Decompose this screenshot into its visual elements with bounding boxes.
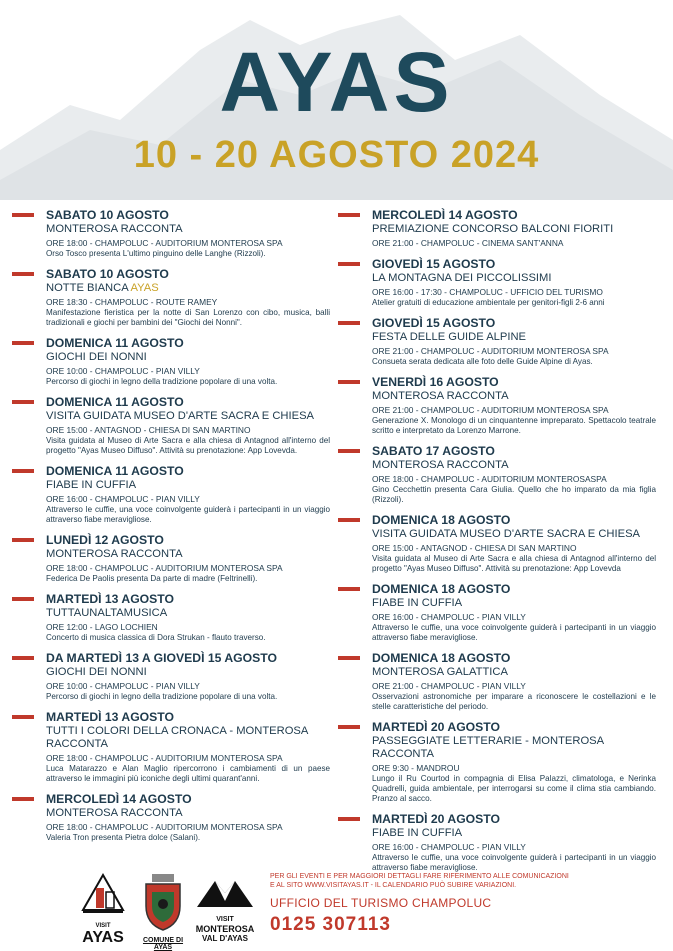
event-title: [46, 351, 330, 364]
event-description: Attraverso le cuffie, una voce coinvolgente guiderà i partecipanti in un viaggio attraverso fiabe meravigliose.: [372, 623, 656, 642]
event-date: SABATO 17 AGOSTO: [372, 444, 495, 458]
ayas-label: AYAS: [82, 929, 124, 946]
event-item: [338, 316, 656, 367]
event-marker: [12, 272, 34, 276]
event-item: [338, 208, 656, 249]
event-item: [12, 208, 330, 259]
footer-note-2: E AL SITO WWW.VISITAYAS.IT - IL CALENDARIO PUÒ SUBIRE VARIAZIONI.: [270, 882, 517, 889]
tourist-office-name: UFFICIO DEL TURISMO CHAMPOLUC: [270, 896, 492, 910]
date-range-subtitle: 10 - 20 AGOSTO 2024: [133, 134, 540, 176]
val-dayas-label: VAL D'AYAS: [202, 934, 248, 943]
event-location: ORE 16:00 - CHAMPOLUC - PIAN VILLY: [372, 612, 526, 622]
event-title: [46, 725, 330, 751]
event-item: [12, 651, 330, 702]
event-title-text: MONTEROSA RACCONTA: [372, 390, 509, 402]
event-description: Attraverso le cuffie, una voce coinvolgente guiderà i partecipanti in un viaggio attraverso fiabe meravigliose.: [46, 505, 330, 524]
event-date: GIOVEDÌ 15 AGOSTO: [372, 257, 496, 271]
event-title-text: TUTTAUNALTAMUSICA: [46, 607, 168, 619]
event-item: [338, 812, 656, 873]
event-title: [372, 827, 656, 840]
event-location: ORE 18:30 - CHAMPOLUC - ROUTE RAMEY: [46, 297, 218, 307]
event-title-highlight: AYAS: [130, 282, 159, 294]
monterosa-label: MONTEROSA: [195, 924, 255, 934]
event-title-text: VISITA GUIDATA MUSEO D'ARTE SACRA E CHIESA: [372, 528, 640, 540]
event-location: ORE 21:00 - CHAMPOLUC - AUDITORIUM MONTEROSA SPA: [372, 405, 609, 415]
event-item: [338, 720, 656, 804]
event-title-text: PREMIAZIONE CONCORSO BALCONI FIORITI: [372, 223, 614, 235]
event-item: [12, 336, 330, 387]
event-title-text: FESTA DELLE GUIDE ALPINE: [372, 331, 526, 343]
event-marker: [12, 213, 34, 217]
event-title-text: MONTEROSA RACCONTA: [46, 807, 183, 819]
event-item: [338, 257, 656, 308]
event-date: DOMENICA 18 AGOSTO: [372, 513, 511, 527]
event-title: [46, 479, 330, 492]
event-date: VENERDÌ 16 AGOSTO: [372, 375, 499, 389]
events-right-column: [338, 208, 656, 881]
event-marker: [12, 341, 34, 345]
event-description: Concerto di musica classica di Dora Strukan - flauto traverso.: [46, 633, 266, 642]
event-item: [12, 710, 330, 784]
event-marker: [12, 656, 34, 660]
event-title: [46, 807, 330, 820]
event-date: DOMENICA 11 AGOSTO: [46, 336, 184, 350]
event-title: [372, 223, 656, 236]
event-date: MARTEDÌ 13 AGOSTO: [46, 710, 174, 724]
event-title-text: FIABE IN CUFFIA: [372, 597, 463, 609]
event-description: Manifestazione fieristica per la notte di San Lorenzo con cibo, musica, balli tradizionali e giochi per bambini dei "Giochi dei Nonni".: [46, 308, 330, 327]
event-title: [372, 528, 656, 541]
event-date: SABATO 10 AGOSTO: [46, 267, 169, 281]
event-description: Visita guidata al Museo di Arte Sacra e alla chiesa di Antagnod all'interno del progetto "Ayas Museo Diffuso". Attività su prenotazione: App Lovevda.: [46, 436, 330, 455]
visit-label: VISIT: [95, 923, 111, 929]
event-date: MARTEDÌ 20 AGOSTO: [372, 720, 500, 734]
event-date: DOMENICA 11 AGOSTO: [46, 395, 184, 409]
event-description: Atelier gratuiti di educazione ambientale per genitori-figli 2-6 anni: [372, 298, 605, 307]
event-title: [372, 597, 656, 610]
event-marker: [12, 469, 34, 473]
event-title-text: PASSEGGIATE LETTERARIE - MONTEROSA RACCONTA: [372, 735, 604, 760]
event-description: Orso Tosco presenta L'ultimo pinguino delle Langhe (Rizzoli).: [46, 249, 266, 258]
event-description: Osservazioni astronomiche per imparare a riconoscere le costellazioni e le stelle caratteristiche del periodo.: [372, 692, 656, 711]
tourist-office-phone[interactable]: 0125 307113: [270, 914, 391, 935]
event-item: [12, 792, 330, 843]
event-description: Visita guidata al Museo di Arte Sacra e alla chiesa di Antagnod all'interno del progetto "Ayas Museo Diffuso". Attività su prenotazione: App Lovevda: [372, 554, 656, 573]
event-location: ORE 15:00 - ANTAGNOD - CHIESA DI SAN MARTINO: [46, 425, 251, 435]
visit-ayas-logo: [78, 870, 128, 946]
event-marker: [338, 587, 360, 591]
event-title: [372, 459, 656, 472]
event-marker: [12, 538, 34, 542]
event-title: [46, 548, 330, 561]
event-description: Gino Cecchettin presenta Cara Giulia. Quello che ho imparato da mia figlia (Rizzoli).: [372, 485, 656, 504]
event-item: [338, 444, 656, 505]
event-location: ORE 16:00 - 17:30 - CHAMPOLUC - UFFICIO DEL TURISMO: [372, 287, 603, 297]
event-title-text: MONTEROSA RACCONTA: [46, 223, 183, 235]
event-date: MERCOLEDÌ 14 AGOSTO: [372, 208, 518, 222]
event-marker: [338, 380, 360, 384]
event-marker: [338, 518, 360, 522]
event-item: [12, 267, 330, 328]
event-title-text: NOTTE BIANCA: [46, 282, 131, 294]
event-description: Attraverso le cuffie, una voce coinvolgente guiderà i partecipanti in un viaggio attraverso fiabe meravigliose.: [372, 853, 656, 872]
event-date: GIOVEDÌ 15 AGOSTO: [372, 316, 496, 330]
event-date: SABATO 10 AGOSTO: [46, 208, 169, 222]
event-marker: [12, 400, 34, 404]
event-item: [338, 582, 656, 643]
event-location: ORE 18:00 - CHAMPOLUC - AUDITORIUM MONTEROSA SPA: [46, 563, 283, 573]
monterosa-mountain-icon: [193, 875, 257, 911]
event-title-text: GIOCHI DEI NONNI: [46, 351, 147, 363]
event-marker: [338, 262, 360, 266]
event-description: Lungo il Ru Courtod in compagnia di Elisa Palazzi, climatologa, e Nerinka Quadrelli, guida ambientale, per interrogarsi su come il clima stia cambiando. Pranzo al sacco.: [372, 774, 656, 803]
event-title: [372, 272, 656, 285]
event-title-text: MONTEROSA RACCONTA: [372, 459, 509, 471]
event-title: [46, 223, 330, 236]
event-item: [338, 651, 656, 712]
event-item: [12, 533, 330, 584]
event-item: [12, 464, 330, 525]
event-description: Percorso di giochi in legno della tradizione popolare di una volta.: [46, 377, 278, 386]
event-marker: [338, 213, 360, 217]
event-date: MERCOLEDÌ 14 AGOSTO: [46, 792, 192, 806]
event-description: Valeria Tron presenta Pietra dolce (Salani).: [46, 833, 201, 842]
ayas-tower-icon: [78, 870, 128, 918]
event-location: ORE 18:00 - CHAMPOLUC - AUDITORIUM MONTEROSASPA: [372, 474, 607, 484]
event-item: [12, 395, 330, 456]
event-location: ORE 16:00 - CHAMPOLUC - PIAN VILLY: [46, 494, 200, 504]
event-marker: [12, 597, 34, 601]
event-location: ORE 18:00 - CHAMPOLUC - AUDITORIUM MONTEROSA SPA: [46, 238, 283, 248]
event-location: ORE 21:00 - CHAMPOLUC - CINEMA SANT'ANNA: [372, 238, 564, 248]
event-location: ORE 21:00 - CHAMPOLUC - AUDITORIUM MONTEROSA SPA: [372, 346, 609, 356]
event-item: [338, 513, 656, 574]
event-marker: [338, 817, 360, 821]
event-location: ORE 10:00 - CHAMPOLUC - PIAN VILLY: [46, 681, 200, 691]
event-location: ORE 10:00 - CHAMPOLUC - PIAN VILLY: [46, 366, 200, 376]
event-date: LUNEDÌ 12 AGOSTO: [46, 533, 164, 547]
event-title: [46, 282, 330, 295]
event-title-text: GIOCHI DEI NONNI: [46, 666, 147, 678]
event-title-text: MONTEROSA GALATTICA: [372, 666, 508, 678]
event-date: DOMENICA 11 AGOSTO: [46, 464, 184, 478]
event-description: Consueta serata dedicata alle foto delle Guide Alpine di Ayas.: [372, 357, 593, 366]
event-date: MARTEDÌ 13 AGOSTO: [46, 592, 174, 606]
event-description: Percorso di giochi in legno della tradizione popolare di una volta.: [46, 692, 278, 701]
event-title-text: MONTEROSA RACCONTA: [46, 548, 183, 560]
footer-info: [270, 872, 630, 936]
event-marker: [338, 725, 360, 729]
event-title: [46, 410, 330, 423]
event-marker: [338, 449, 360, 453]
event-date: DA MARTEDÌ 13 A GIOVEDÌ 15 AGOSTO: [46, 651, 277, 665]
event-marker: [338, 321, 360, 325]
event-location: ORE 16:00 - CHAMPOLUC - PIAN VILLY: [372, 842, 526, 852]
events-left-column: [12, 208, 330, 851]
event-title-text: LA MONTAGNA DEI PICCOLISSIMI: [372, 272, 552, 284]
event-marker: [12, 715, 34, 719]
event-location: ORE 15:00 - ANTAGNOD - CHIESA DI SAN MARTINO: [372, 543, 577, 553]
page-title: AYAS: [219, 35, 454, 129]
comune-label: COMUNE DI AYAS: [142, 937, 184, 951]
event-location: ORE 18:00 - CHAMPOLUC - AUDITORIUM MONTEROSA SPA: [46, 822, 283, 832]
event-date: DOMENICA 18 AGOSTO: [372, 582, 511, 596]
event-description: Generazione X. Monologo di un cinquantenne impreparato. Spettacolo teatrale scritto e interpretato da Lorenzo Marrone.: [372, 416, 656, 435]
footer-note-1: PER GLI EVENTI E PER MAGGIORI DETTAGLI FARE RIFERIMENTO ALLE COMUNICAZIONI: [270, 873, 569, 880]
event-date: MARTEDÌ 20 AGOSTO: [372, 812, 500, 826]
event-marker: [338, 656, 360, 660]
event-location: ORE 21:00 - CHAMPOLUC - PIAN VILLY: [372, 681, 526, 691]
event-marker: [12, 797, 34, 801]
event-title: [372, 331, 656, 344]
visit-monterosa-logo: [193, 875, 257, 947]
comune-di-ayas-logo: [138, 872, 188, 951]
visit-label-2: VISIT: [216, 916, 234, 923]
event-title: [46, 607, 330, 620]
event-item: [338, 375, 656, 436]
event-location: ORE 9:30 - MANDROU: [372, 763, 460, 773]
event-title-text: FIABE IN CUFFIA: [372, 827, 463, 839]
event-title-text: VISITA GUIDATA MUSEO D'ARTE SACRA E CHIESA: [46, 410, 314, 422]
event-title-text: FIABE IN CUFFIA: [46, 479, 137, 491]
event-location: ORE 12:00 - LAGO LOCHIEN: [46, 622, 158, 632]
event-title: [372, 735, 656, 761]
event-item: [12, 592, 330, 643]
event-date: DOMENICA 18 AGOSTO: [372, 651, 511, 665]
event-location: ORE 18:00 - CHAMPOLUC - AUDITORIUM MONTEROSA SPA: [46, 753, 283, 763]
event-description: Luca Matarazzo e Alan Maglio ripercorrono i cambiamenti di un paese attraverso le immagini più iconiche degli ultimi quarant'anni.: [46, 764, 330, 783]
event-title: [372, 666, 656, 679]
event-title: [46, 666, 330, 679]
coat-of-arms-icon: [138, 872, 188, 932]
event-title: [372, 390, 656, 403]
event-description: Federica De Paolis presenta Da parte di madre (Feltrinelli).: [46, 574, 258, 583]
event-title-text: TUTTI I COLORI DELLA CRONACA - MONTEROSA RACCONTA: [46, 725, 308, 750]
